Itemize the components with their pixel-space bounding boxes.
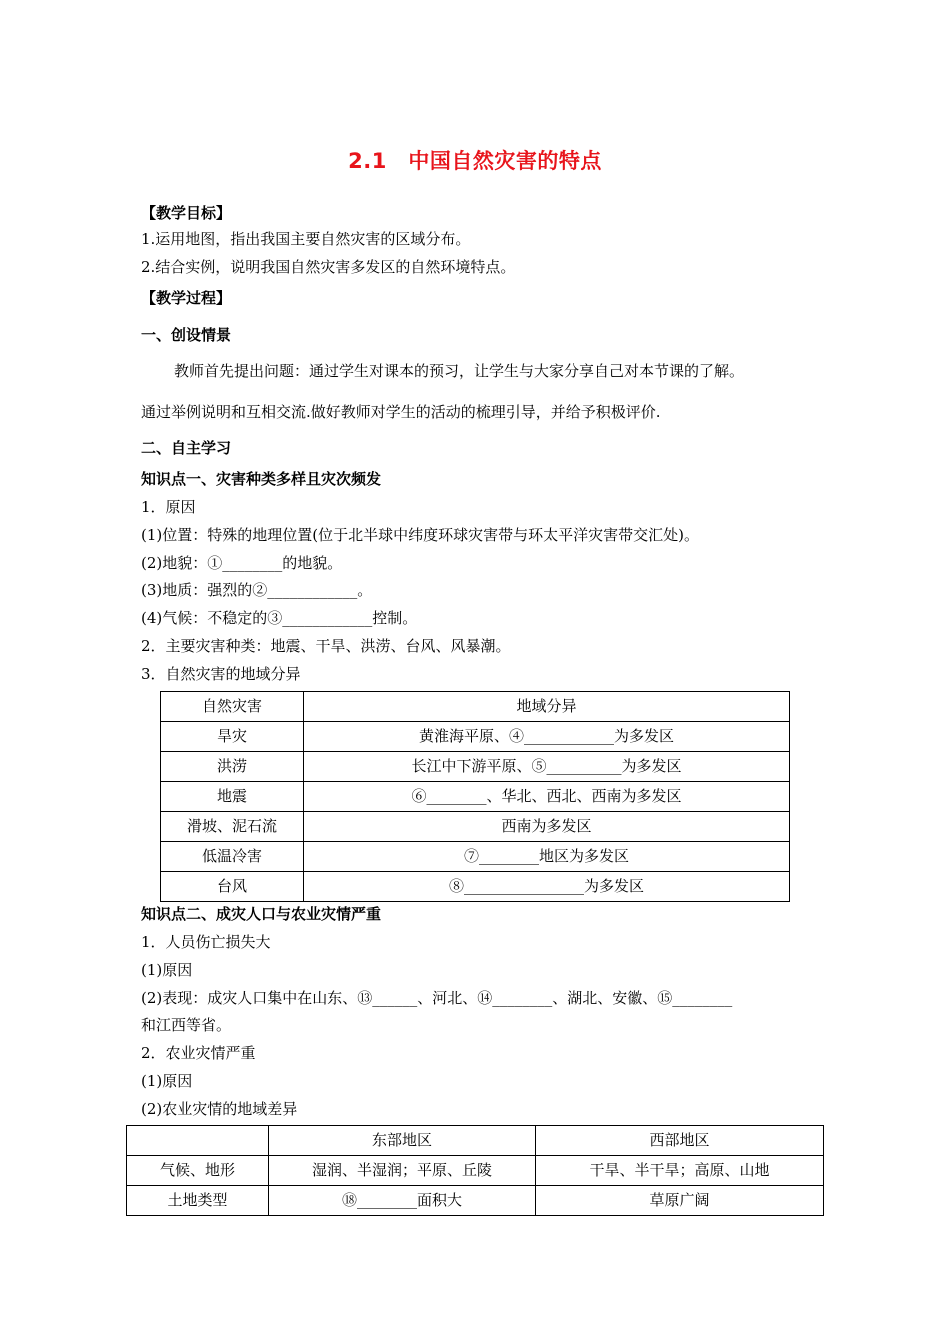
goal-item: 2.结合实例，说明我国自然灾害多发区的自然环境特点。 bbox=[141, 258, 516, 276]
table-cell: ⑦________地区为多发区 bbox=[304, 842, 790, 872]
table-header-row bbox=[161, 692, 790, 722]
kp2-line: (2)农业灾情的地域差异 bbox=[141, 1100, 298, 1118]
table-cell: 干旱、半干旱；高原、山地 bbox=[536, 1156, 824, 1186]
kp1-line: (3)地质：强烈的②____________。 bbox=[141, 581, 373, 599]
kp2-line: (1)原因 bbox=[141, 961, 193, 979]
section2-title: 二、自主学习 bbox=[141, 439, 232, 457]
section1-paragraph: 教师首先提出问题：通过学生对课本的预习，让学生与大家分享自己对本节课的了解。 bbox=[174, 362, 745, 380]
knowledge-point-2-title: 知识点二、成灾人口与农业灾情严重 bbox=[141, 905, 382, 923]
process-header: 【教学过程】 bbox=[141, 289, 232, 307]
table-cell: ⑱________面积大 bbox=[269, 1186, 536, 1216]
table-cell: ⑥________、华北、西北、西南为多发区 bbox=[304, 782, 790, 812]
agriculture-disaster-table bbox=[126, 1125, 824, 1216]
goals-header: 【教学目标】 bbox=[141, 204, 232, 222]
section1-paragraph: 通过举例说明和互相交流.做好教师对学生的活动的梳理引导，并给予积极评价. bbox=[141, 403, 661, 421]
table-cell: 气候、地形 bbox=[127, 1156, 269, 1186]
table-cell: 土地类型 bbox=[127, 1186, 269, 1216]
table-row bbox=[161, 872, 790, 902]
table-cell: 旱灾 bbox=[161, 722, 304, 752]
table-header-cell bbox=[127, 1126, 269, 1156]
table-row bbox=[161, 782, 790, 812]
table-cell: 长江中下游平原、⑤__________为多发区 bbox=[304, 752, 790, 782]
kp2-line: 2．农业灾情严重 bbox=[141, 1044, 256, 1062]
table-row bbox=[161, 842, 790, 872]
table-cell: 湿润、半湿润；平原、丘陵 bbox=[269, 1156, 536, 1186]
table-cell: 台风 bbox=[161, 872, 304, 902]
table-cell: 洪涝 bbox=[161, 752, 304, 782]
table-header-cell: 东部地区 bbox=[269, 1126, 536, 1156]
page-title: 2.1 中国自然灾害的特点 bbox=[348, 149, 602, 173]
kp2-line: (1)原因 bbox=[141, 1072, 193, 1090]
table-cell: 西南为多发区 bbox=[304, 812, 790, 842]
kp1-line: 1．原因 bbox=[141, 498, 196, 516]
table-header-cell: 西部地区 bbox=[536, 1126, 824, 1156]
table-header-row bbox=[127, 1126, 824, 1156]
kp2-line: (2)表现：成灾人口集中在山东、⑬______、河北、⑭________、湖北、安徽、⑮________ bbox=[141, 989, 733, 1007]
knowledge-point-1-title: 知识点一、灾害种类多样且灾次频发 bbox=[141, 470, 382, 488]
table-row bbox=[127, 1186, 824, 1216]
kp1-line: 2．主要灾害种类：地震、干旱、洪涝、台风、风暴潮。 bbox=[141, 637, 511, 655]
table-row bbox=[127, 1156, 824, 1186]
table-cell: ⑧________________为多发区 bbox=[304, 872, 790, 902]
table-cell: 草原广阔 bbox=[536, 1186, 824, 1216]
table-row bbox=[161, 722, 790, 752]
table-header-cell: 自然灾害 bbox=[161, 692, 304, 722]
section1-title: 一、创设情景 bbox=[141, 326, 232, 344]
kp1-line: (4)气候：不稳定的③____________控制。 bbox=[141, 609, 418, 627]
table-row bbox=[161, 812, 790, 842]
kp1-line: (2)地貌：①________的地貌。 bbox=[141, 554, 343, 572]
kp1-line: 3．自然灾害的地域分异 bbox=[141, 665, 301, 683]
table-row bbox=[161, 752, 790, 782]
disaster-distribution-table bbox=[160, 691, 790, 902]
kp2-line: 和江西等省。 bbox=[141, 1016, 232, 1034]
table-header-cell: 地域分异 bbox=[304, 692, 790, 722]
table-cell: 黄淮海平原、④____________为多发区 bbox=[304, 722, 790, 752]
kp2-line: 1．人员伤亡损失大 bbox=[141, 933, 271, 951]
table-cell: 低温冷害 bbox=[161, 842, 304, 872]
kp1-line: (1)位置：特殊的地理位置(位于北半球中纬度环球灾害带与环太平洋灾害带交汇处)。 bbox=[141, 526, 699, 544]
table-cell: 地震 bbox=[161, 782, 304, 812]
goal-item: 1.运用地图，指出我国主要自然灾害的区域分布。 bbox=[141, 230, 471, 248]
table-cell: 滑坡、泥石流 bbox=[161, 812, 304, 842]
